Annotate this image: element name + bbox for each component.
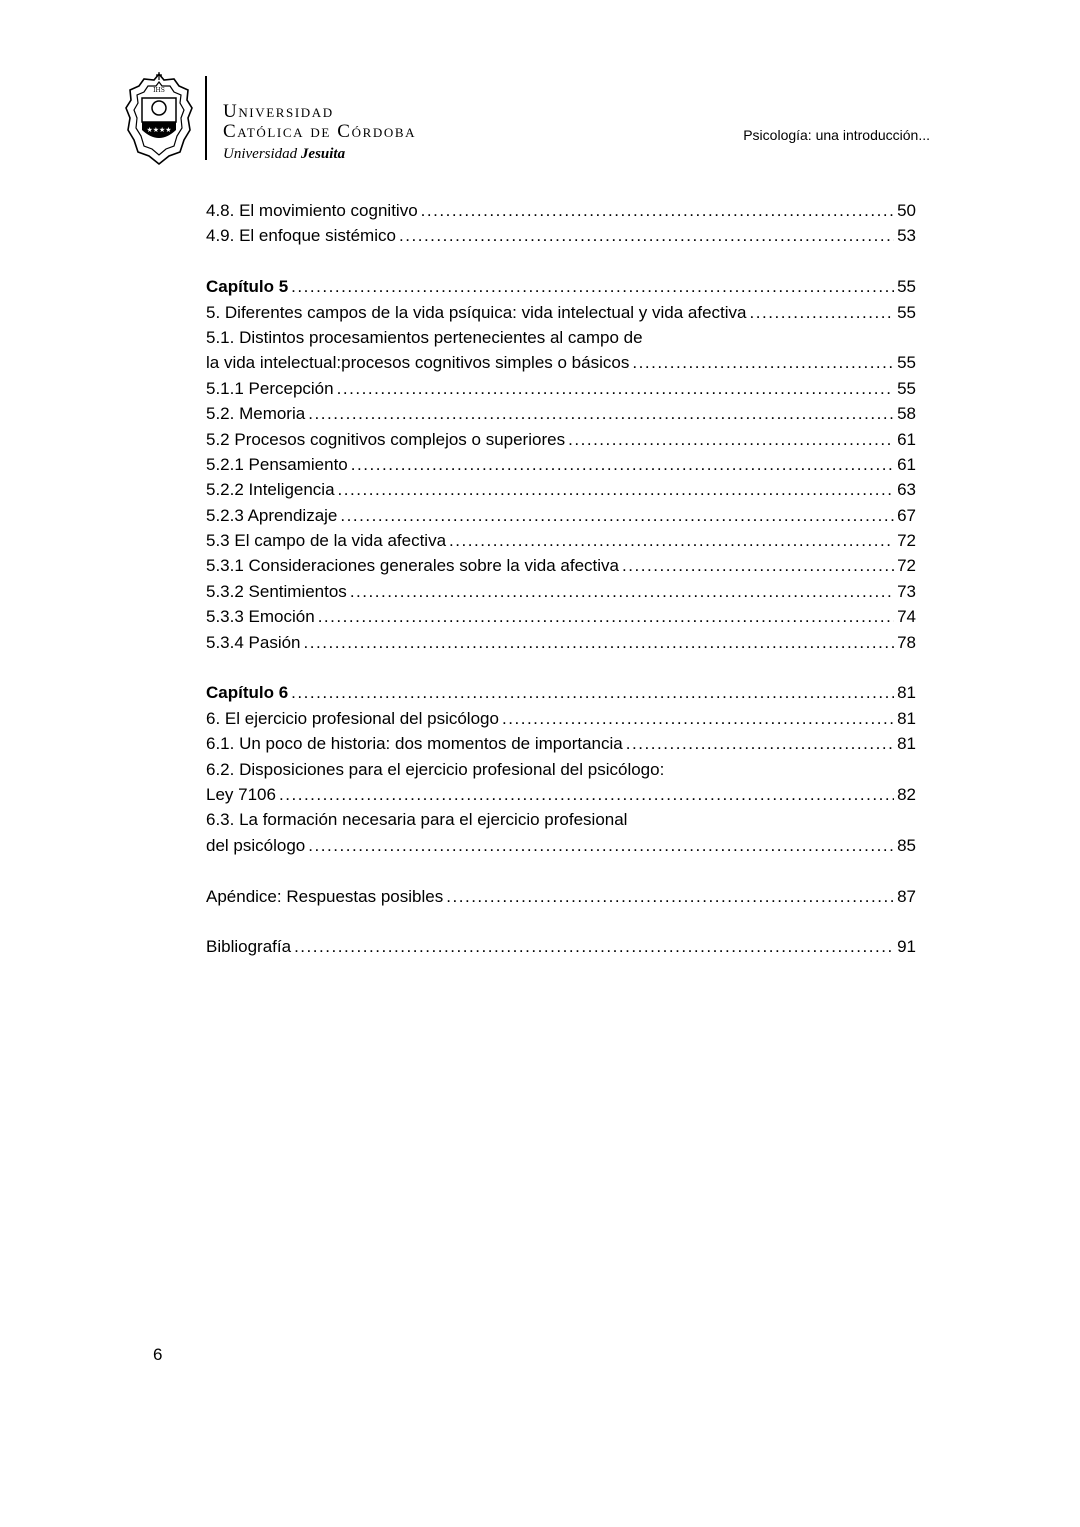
toc-entry-page: 78 xyxy=(897,632,916,652)
toc-entry xyxy=(206,477,916,502)
toc-entry xyxy=(206,401,916,426)
dot-leader xyxy=(750,300,895,325)
toc-entry-page: 81 xyxy=(897,734,916,754)
toc-entry-page: 81 xyxy=(897,708,916,728)
toc-entry-title: 5.3 El campo de la vida afectiva xyxy=(206,531,447,551)
dot-leader xyxy=(291,274,894,299)
toc-entry-title: 5.3.1 Consideraciones generales sobre la vida afectiva xyxy=(206,556,619,576)
toc-entry-page: 55 xyxy=(897,353,916,373)
dot-leader xyxy=(350,579,894,604)
toc-entry-title: Capítulo 5 xyxy=(206,277,289,297)
section-gap xyxy=(206,909,916,934)
toc-entry xyxy=(206,528,916,553)
toc-entry xyxy=(206,376,916,401)
running-title: Psicología: una introducción... xyxy=(743,127,930,143)
dot-leader xyxy=(340,503,894,528)
dot-leader xyxy=(632,350,894,375)
toc-entry-page: 58 xyxy=(897,404,916,424)
table-of-contents xyxy=(206,198,916,960)
toc-entry xyxy=(206,579,916,604)
dot-leader xyxy=(502,706,894,731)
toc-chapter-heading xyxy=(206,680,916,705)
toc-chapter-heading xyxy=(206,274,916,299)
toc-entry xyxy=(206,198,916,223)
toc-entry xyxy=(206,503,916,528)
section-gap xyxy=(206,655,916,680)
header-divider xyxy=(205,76,207,160)
toc-entry-page: 67 xyxy=(897,505,916,525)
toc-entry xyxy=(206,731,916,756)
toc-entry-title: del psicólogo xyxy=(206,835,306,855)
university-line-2: Católica de Córdoba xyxy=(223,121,417,142)
toc-entry-page: 81 xyxy=(897,683,916,703)
dot-leader xyxy=(308,401,894,426)
section-gap xyxy=(206,858,916,883)
toc-entry-page: 50 xyxy=(897,201,916,220)
page-number: 6 xyxy=(153,1345,163,1364)
dot-leader xyxy=(446,884,894,909)
toc-entry-page: 55 xyxy=(897,277,916,297)
toc-entry-page: 63 xyxy=(897,480,916,500)
toc-entry-title: 6.1. Un poco de historia: dos momentos de importancia xyxy=(206,734,623,754)
page-header xyxy=(124,68,930,168)
dot-leader xyxy=(626,731,894,756)
dot-leader xyxy=(304,630,895,655)
university-subtitle-bold: Jesuita xyxy=(300,146,346,162)
toc-entry xyxy=(206,452,916,477)
toc-entry xyxy=(206,706,916,731)
toc-entry xyxy=(206,427,916,452)
toc-entry-page: 73 xyxy=(897,581,916,601)
university-line-1: Universidad xyxy=(223,101,334,122)
toc-entry-title: Ley 7106 xyxy=(206,784,276,804)
toc-entry-title: Capítulo 6 xyxy=(206,683,289,703)
toc-entry xyxy=(206,604,916,629)
toc-entry xyxy=(206,833,916,858)
university-crest-logo xyxy=(124,70,194,166)
toc-entry-first-line: 6.3. La formación necesaria para el ejercicio profesional xyxy=(206,810,628,830)
toc-entry xyxy=(206,934,916,959)
toc-entry-first-line: 6.2. Disposiciones para el ejercicio profesional del psicólogo: xyxy=(206,759,665,779)
toc-entry-title: Apéndice: Respuestas posibles xyxy=(206,886,444,906)
toc-entry xyxy=(206,782,916,807)
toc-entry-title: 5.2. Memoria xyxy=(206,404,306,424)
toc-entry-title: la vida intelectual:procesos cognitivos simples o básicos xyxy=(206,353,630,373)
toc-entry-title: 5.3.4 Pasión xyxy=(206,632,301,652)
toc-entry-title: 5.2 Procesos cognitivos complejos o superiores xyxy=(206,429,566,449)
toc-entry-title: 5.2.3 Aprendizaje xyxy=(206,505,338,525)
university-name xyxy=(223,102,416,165)
dot-leader xyxy=(294,934,894,959)
dot-leader xyxy=(279,782,894,807)
toc-entry-page: 55 xyxy=(897,378,916,398)
svg-text:★★★★: ★★★★ xyxy=(146,126,172,134)
toc-entry-title: 6. El ejercicio profesional del psicólogo xyxy=(206,708,499,728)
toc-entry-first-line: 5.1. Distintos procesamientos pertenecientes al campo de xyxy=(206,327,643,347)
toc-entry-title: Bibliografía xyxy=(206,937,292,957)
svg-text:IHS: IHS xyxy=(153,87,165,94)
toc-entry-page: 61 xyxy=(897,429,916,449)
toc-entry xyxy=(206,300,916,325)
toc-entry-page: 82 xyxy=(897,784,916,804)
toc-entry-title: 5.1.1 Percepción xyxy=(206,378,334,398)
university-subtitle-regular: Universidad xyxy=(223,146,298,162)
dot-leader xyxy=(291,680,894,705)
toc-entry-title: 4.9. El enfoque sistémico xyxy=(206,226,396,246)
toc-entry xyxy=(206,350,916,375)
university-line-3 xyxy=(223,143,416,165)
dot-leader xyxy=(308,833,894,858)
toc-entry-title: 5.3.3 Emoción xyxy=(206,607,315,627)
toc-entry-title: 5.3.2 Sentimientos xyxy=(206,581,347,601)
toc-entry xyxy=(206,553,916,578)
toc-entry-title: 4.8. El movimiento cognitivo xyxy=(206,201,418,220)
dot-leader xyxy=(421,198,894,223)
toc-entry-page: 85 xyxy=(897,835,916,855)
toc-entry xyxy=(206,630,916,655)
dot-leader xyxy=(351,452,894,477)
dot-leader xyxy=(338,477,895,502)
dot-leader xyxy=(449,528,894,553)
toc-entry-page: 91 xyxy=(897,937,916,957)
toc-entry-page: 61 xyxy=(897,454,916,474)
toc-entry-page: 74 xyxy=(897,607,916,627)
dot-leader xyxy=(568,427,894,452)
dot-leader xyxy=(622,553,894,578)
dot-leader xyxy=(337,376,894,401)
toc-entry xyxy=(206,223,916,248)
toc-entry-title: 5. Diferentes campos de la vida psíquica: vida intelectual y vida afectiva xyxy=(206,302,747,322)
toc-entry-page: 53 xyxy=(897,226,916,246)
toc-entry xyxy=(206,884,916,909)
toc-entry-title: 5.2.2 Inteligencia xyxy=(206,480,335,500)
toc-entry-page: 55 xyxy=(897,302,916,322)
dot-leader xyxy=(399,223,894,248)
section-gap xyxy=(206,249,916,274)
toc-entry-page: 72 xyxy=(897,556,916,576)
toc-entry-page: 87 xyxy=(897,886,916,906)
toc-entry-title: 5.2.1 Pensamiento xyxy=(206,454,348,474)
toc-entry-page: 72 xyxy=(897,531,916,551)
dot-leader xyxy=(318,604,894,629)
